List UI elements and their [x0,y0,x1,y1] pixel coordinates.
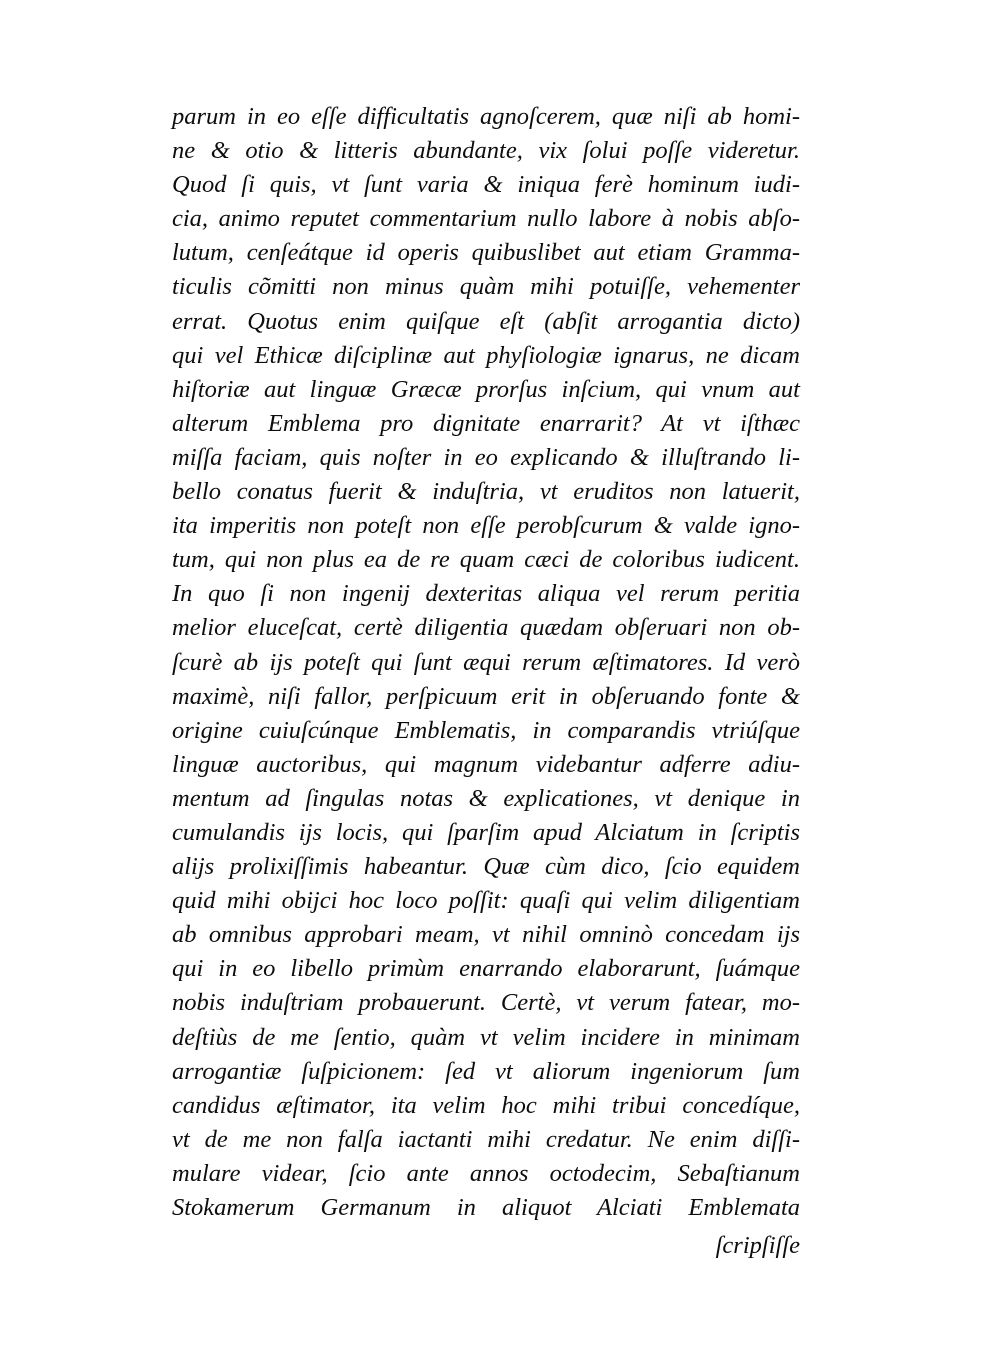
text-line: ita imperitis non poteſt non eſſe perobſcurum & valde igno- [172,512,800,540]
text-line: qui in eo libello primùm enarrando elaborarunt, ſuámque [172,955,800,983]
text-line: candidus æſtimator, ita velim hoc mihi tribui concedíque, [172,1091,800,1119]
text-line: ne & otio & litteris abundante, vix ſolui poſſe videretur. [172,137,800,165]
text-line: parum in eo eſſe difficultatis agnoſcerem, quæ niſi ab homi- [172,103,800,130]
text-line: miſſa faciam, quis noſter in eo explicando & illuſtrando li- [172,443,800,471]
text-line: nobis induſtriam probauerunt. Certè, vt verum fatear, mo- [172,989,800,1017]
text-line: tum, qui non plus ea de re quam cæci de coloribus iudicent. [172,546,800,574]
text-line: mulare videar, ſcio ante annos octodecim, Sebaſtianum [172,1159,800,1187]
text-line: deſtiùs de me ſentio, quàm vt velim incidere in minimam [172,1023,800,1051]
catchword: ſcripſiſſe [715,1232,800,1259]
text-line: alterum Emblema pro dignitate enarrarit? At vt iſthæc [172,409,800,437]
text-line: errat. Quotus enim quiſque eſt (abſit arrogantia dicto) [172,307,800,335]
text-line: arrogantiæ ſuſpicionem: ſed vt aliorum ingeniorum ſum [172,1057,800,1085]
body-text [172,100,800,1225]
text-line: quid mihi obijci hoc loco poſſit: quaſi qui velim diligentiam [172,887,800,915]
text-line: Stokamerum Germanum in aliquot Alciati Emblemata [172,1194,800,1221]
text-line: linguæ auctoribus, qui magnum videbantur adferre adiu- [172,750,800,778]
text-line: maximè, niſi fallor, perſpicuum erit in obſeruando fonte & [172,682,800,710]
text-line: vt de me non falſa iactanti mihi credatur. Ne enim diſſi- [172,1125,800,1153]
text-line: alijs prolixiſſimis habeantur. Quæ cùm dico, ſcio equidem [172,853,800,881]
text-line: ſcurè ab ijs poteſt qui ſunt æqui rerum æſtimatores. Id verò [172,648,800,676]
text-line: bello conatus fuerit & induſtria, vt eruditos non latuerit, [172,478,800,506]
text-line: Quod ſi quis, vt ſunt varia & iniqua ferè hominum iudi- [172,171,800,199]
text-line: mentum ad ſingulas notas & explicationes, vt denique in [172,784,800,812]
text-line: lutum, cenſeátque id operis quibuslibet aut etiam Gramma- [172,239,800,267]
text-line: In quo ſi non ingenij dexteritas aliqua vel rerum peritia [172,580,800,608]
text-line: cumulandis ijs locis, qui ſparſim apud Alciatum in ſcriptis [172,818,800,846]
text-line: ticulis cõmitti non minus quàm mihi potuiſſe, vehementer [172,273,800,301]
text-line: origine cuiuſcúnque Emblematis, in comparandis vtriúſque [172,716,800,744]
text-line: ab omnibus approbari meam, vt nihil omninò concedam ijs [172,921,800,949]
text-line: cia, animo reputet commentarium nullo labore à nobis abſo- [172,205,800,233]
text-line: hiſtoriæ aut linguæ Græcæ prorſus inſcium, qui vnum aut [172,375,800,403]
text-line: melior eluceſcat, certè diligentia quædam obſeruari non ob- [172,614,800,642]
text-line: qui vel Ethicæ diſciplinæ aut phyſiologiæ ignarus, ne dicam [172,341,800,369]
